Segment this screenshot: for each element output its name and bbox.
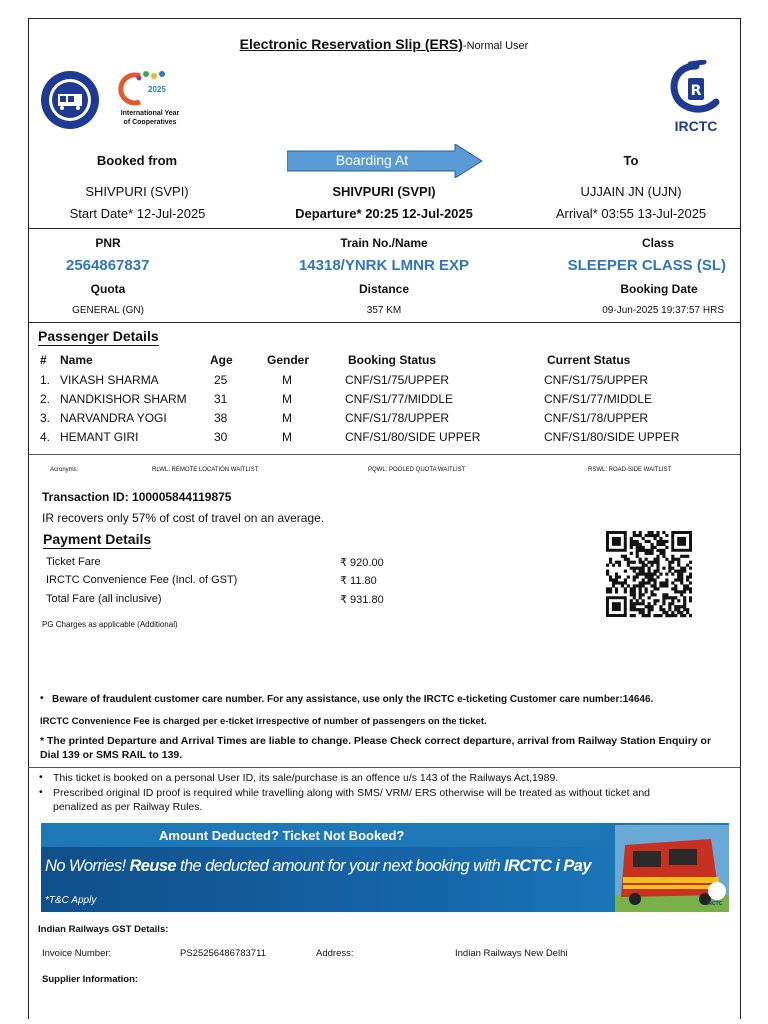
- banner-message: [45, 857, 591, 876]
- address-value: Indian Railways New Delhi: [455, 948, 568, 959]
- banner-msg-a: No Worries!: [45, 857, 130, 875]
- acronym-rlwl: RLWL: REMOTE LOCATION WAITLIST: [152, 467, 259, 473]
- passenger-details-heading-text: Passenger Details: [38, 328, 159, 344]
- ticket-fare-amount: ₹ 920.00: [340, 557, 384, 569]
- train-engine-icon: [615, 825, 729, 912]
- booking-date-value: 09-Jun-2025 19:37:57 HRS: [602, 305, 724, 316]
- ticket-fare-label: Ticket Fare: [46, 556, 101, 568]
- banner-msg-b: Reuse: [129, 857, 177, 875]
- passenger-name: VIKASH SHARMA: [60, 373, 159, 387]
- to-station: UJJAIN JN (UJN): [580, 184, 682, 199]
- payment-details-heading-text: Payment Details: [43, 531, 152, 547]
- col-gender: Gender: [267, 353, 310, 367]
- ers-title: [0, 36, 768, 52]
- divider-journey: [28, 228, 740, 229]
- quota-label: Quota: [90, 282, 126, 296]
- transaction-id: Transaction ID: 100005844119875: [42, 490, 232, 504]
- boarding-station: SHIVPURI (SVPI): [332, 184, 436, 199]
- pnr-value: 2564867837: [66, 257, 150, 274]
- acronym-rswl: RSWL: ROAD-SIDE WAITLIST: [588, 467, 672, 473]
- divider-notices: [28, 767, 740, 768]
- banner-irctc-logo: IRCTC: [707, 901, 723, 907]
- bullet-icon: •: [39, 771, 43, 783]
- passenger-gender: M: [282, 430, 292, 444]
- class-value: SLEEPER CLASS (SL): [567, 257, 726, 274]
- arrival-time: Arrival* 03:55 13-Jul-2025: [555, 206, 707, 221]
- convenience-fee-amount: ₹ 11.80: [340, 575, 377, 587]
- banner-tc: *T&C Apply: [45, 895, 97, 906]
- acronyms-label: Acronyms:: [50, 467, 79, 473]
- passenger-booking-status: CNF/S1/77/MIDDLE: [345, 392, 454, 406]
- boarding-at-arrow: [287, 144, 483, 178]
- ers-title-suffix: -Normal User: [462, 40, 529, 52]
- col-booking-status: Booking Status: [348, 353, 437, 367]
- cooperatives-caption-2: of Cooperatives: [123, 119, 177, 126]
- qr-code-icon: [606, 531, 692, 619]
- irctc-logo-icon: [664, 60, 728, 136]
- divider-ticket: [28, 322, 740, 323]
- passenger-number: 3.: [40, 411, 51, 425]
- passenger-number: 4.: [40, 430, 51, 444]
- passenger-name: HEMANT GIRI: [60, 430, 139, 444]
- col-current-status: Current Status: [547, 353, 631, 367]
- address-label: Address:: [316, 948, 354, 959]
- passenger-gender: M: [282, 373, 292, 387]
- irctc-ipay-banner[interactable]: [41, 823, 729, 912]
- passenger-current-status: CNF/S1/77/MIDDLE: [544, 392, 653, 406]
- passenger-current-status: CNF/S1/75/UPPER: [544, 373, 649, 387]
- acronym-pqwl: PQWL: POOLED QUOTA WAITLIST: [368, 467, 466, 473]
- col-name: Name: [60, 353, 93, 367]
- fraud-warning-text: Beware of fraudulent customer care number. For any assistance, use only the IRCTC e-ticketing Customer care number:14646.: [52, 694, 654, 705]
- passenger-gender: M: [282, 392, 292, 406]
- personal-id-notice-text: This ticket is booked on a personal User ID, its sale/purchase is an offence u/s 143 of the Railways Act,1989.: [53, 772, 559, 784]
- bullet-icon: •: [40, 693, 44, 704]
- passenger-age: 30: [214, 430, 228, 444]
- start-date: Start Date* 12-Jul-2025: [69, 206, 206, 221]
- supplier-information-label: Supplier Information:: [42, 974, 139, 985]
- cooperatives-logo: [110, 68, 190, 130]
- passenger-name: NANDKISHOR SHARM: [60, 392, 187, 406]
- svg-text:R: R: [690, 83, 702, 99]
- passenger-age: 38: [214, 411, 228, 425]
- to-label: To: [623, 153, 639, 168]
- train-label: Train No./Name: [340, 236, 428, 250]
- pnr-label: PNR: [95, 236, 121, 250]
- col-number: #: [40, 353, 47, 367]
- booked-from-station: SHIVPURI (SVPI): [85, 184, 189, 199]
- irctc-logo-text: IRCTC: [674, 118, 718, 134]
- departure-time: Departure* 20:25 12-Jul-2025: [295, 206, 473, 221]
- invoice-label: Invoice Number:: [42, 948, 112, 959]
- distance-label: Distance: [358, 282, 410, 296]
- passenger-details-heading: [38, 328, 159, 346]
- indian-railways-emblem-icon: [40, 70, 100, 130]
- timing-notice-2: Dial 139 or SMS RAIL to 139.: [40, 749, 183, 761]
- banner-msg-c: the deducted amount for your next booking with: [176, 857, 505, 875]
- booked-from-label: Booked from: [96, 153, 178, 168]
- passenger-gender: M: [282, 411, 292, 425]
- pg-charges-note: PG Charges as applicable (Additional): [42, 620, 178, 629]
- convenience-fee-label: IRCTC Convenience Fee (Incl. of GST): [46, 574, 238, 586]
- passenger-number: 2.: [40, 392, 51, 406]
- passenger-booking-status: CNF/S1/80/SIDE UPPER: [345, 430, 481, 444]
- passenger-age: 25: [214, 373, 228, 387]
- passenger-booking-status: CNF/S1/75/UPPER: [345, 373, 450, 387]
- personal-id-notice: [39, 771, 559, 784]
- total-fare-label: Total Fare (all inclusive): [46, 593, 162, 605]
- col-age: Age: [210, 353, 233, 367]
- invoice-number: PS25256486783711: [180, 948, 266, 959]
- ers-title-main: Electronic Reservation Slip (ERS): [239, 36, 463, 52]
- payment-details-heading: [43, 531, 151, 549]
- fraud-warning: [40, 693, 654, 705]
- cooperatives-caption-1: International Year: [120, 110, 180, 117]
- class-label: Class: [641, 236, 675, 250]
- id-proof-notice: [39, 786, 651, 799]
- booking-date-label: Booking Date: [620, 282, 698, 296]
- quota-value: GENERAL (GN): [72, 305, 144, 316]
- passenger-current-status: CNF/S1/80/SIDE UPPER: [544, 430, 680, 444]
- divider-passengers: [28, 454, 740, 455]
- id-proof-notice-line2: penalized as per Railway Rules.: [53, 801, 203, 813]
- banner-headline: Amount Deducted? Ticket Not Booked?: [159, 828, 405, 843]
- total-fare-amount: ₹ 931.80: [340, 594, 384, 606]
- timing-notice-1: * The printed Departure and Arrival Times are liable to change. Please Check correct departure, arrival from Railway Station Enquiry or: [40, 735, 712, 747]
- distance-value: 357 KM: [366, 305, 402, 316]
- recovery-note: IR recovers only 57% of cost of travel on an average.: [42, 511, 325, 525]
- passenger-booking-status: CNF/S1/78/UPPER: [345, 411, 450, 425]
- cooperatives-year: 2025: [148, 85, 166, 94]
- passenger-age: 31: [214, 392, 228, 406]
- banner-msg-d: IRCTC i Pay: [504, 857, 591, 875]
- bullet-icon: •: [39, 786, 43, 798]
- convenience-fee-notice: IRCTC Convenience Fee is charged per e-ticket irrespective of number of passengers on the ticket.: [40, 716, 487, 727]
- train-value: 14318/YNRK LMNR EXP: [298, 257, 470, 274]
- passenger-number: 1.: [40, 373, 51, 387]
- boarding-at-label: Boarding At: [335, 152, 409, 168]
- passenger-name: NARVANDRA YOGI: [60, 411, 167, 425]
- id-proof-notice-text-1: Prescribed original ID proof is required while travelling along with SMS/ VRM/ ERS otherwise will be treated as without ticket and: [53, 787, 651, 799]
- gst-heading: Indian Railways GST Details:: [38, 924, 169, 935]
- passenger-current-status: CNF/S1/78/UPPER: [544, 411, 649, 425]
